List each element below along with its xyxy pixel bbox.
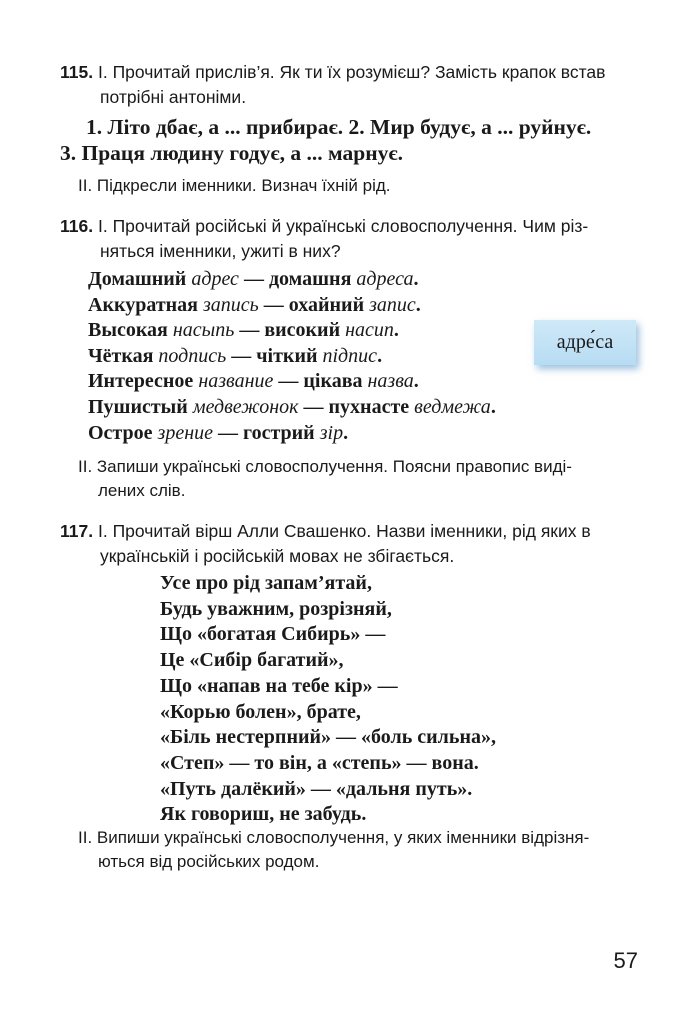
task-instruction-cont: українській і російській мовах не збігається.	[100, 546, 455, 566]
part-2-line: ІІ. Запиши українські словосполучення. Поясни правопис виді-	[78, 457, 572, 476]
task-117-part-2	[78, 826, 638, 874]
task-instruction-cont: няться іменники, ужиті в них?	[100, 241, 341, 261]
proverb-line-2: 3. Праця людину годує, а ... марнує.	[60, 141, 404, 165]
task-instruction: І. Прочитай прислів’я. Як ти їх розумієш? Замість крапок встав	[97, 62, 606, 82]
task-115-part-2: ІІ. Підкресли іменники. Визнач їхній рід.	[78, 176, 391, 195]
task-116-part-2	[78, 455, 638, 503]
task-number: 115.	[60, 62, 94, 82]
stress-note-box: адре́са	[534, 320, 636, 365]
task-115-heading	[60, 60, 640, 110]
word-pair: Домашний адрес — домашня адреса.	[88, 268, 419, 290]
word-pair: Острое зрение — гострий зір.	[88, 421, 349, 444]
word-pairs-list	[88, 267, 496, 446]
word-pair: Аккуратная запись — охайний запис.	[88, 293, 421, 316]
task-117-heading	[60, 519, 640, 569]
page-number: 57	[613, 948, 638, 973]
poem-line: Це «Сибір багатий»,	[160, 649, 344, 672]
word-pair: Чёткая подпись — чіткий підпис.	[88, 344, 383, 367]
task-instruction: І. Прочитай вірш Алли Свашенко. Назви іменники, рід яких в	[97, 521, 591, 541]
task-number: 117.	[60, 521, 94, 541]
poem-line: Усе про рід запам’ятай,	[160, 572, 372, 594]
poem-line: Як говориш, не забудь.	[160, 803, 367, 826]
poem-line: «Біль нестерпний» — «боль сильна»,	[160, 726, 497, 749]
word-pair: Пушистый медвежонок — пухнасте ведмежа.	[88, 395, 496, 418]
task-116-heading	[60, 214, 640, 264]
task-instruction-cont: потрібні антоніми.	[100, 87, 247, 107]
poem-line: «Степ» — то він, а «степь» — вона.	[160, 751, 479, 774]
word-pair: Высокая насыпь — високий насип.	[88, 319, 399, 342]
poem-line: Що «богатая Сибирь» —	[160, 623, 386, 646]
task-instruction: І. Прочитай російські й українські словосполучення. Чим різ-	[97, 216, 589, 236]
poem-line: «Путь далёкий» — «дальня путь».	[160, 777, 473, 800]
task-number: 116.	[60, 216, 94, 236]
proverb-line-1: 1. Літо дбає, а ... прибирає. 2. Мир будує, а ... руйнує.	[86, 115, 592, 139]
part-2-line-cont: лених слів.	[98, 481, 186, 500]
poem	[160, 571, 496, 828]
poem-line: Будь уважним, розрізняй,	[160, 597, 392, 620]
poem-line: Що «напав на тебе кір» —	[160, 674, 398, 697]
word-pair: Интересное название — цікава назва.	[88, 370, 419, 393]
part-2-line-cont: ються від російських родом.	[98, 852, 320, 871]
part-2-line: ІІ. Випиши українські словосполучення, у яких іменники відрізня-	[78, 828, 590, 847]
poem-line: «Корью болен», брате,	[160, 700, 361, 723]
